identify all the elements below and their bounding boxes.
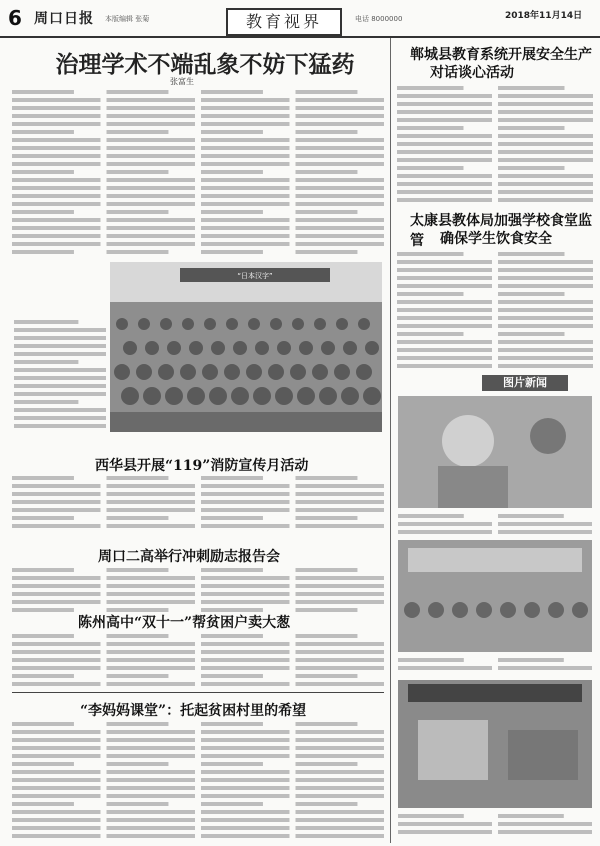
- main-article-body: [12, 88, 384, 258]
- column-divider: [390, 38, 391, 843]
- classroom-photo: [398, 680, 592, 808]
- meeting-photo-illustration: [110, 262, 382, 432]
- editor-info: 本版编辑 张菊: [105, 15, 150, 23]
- children-photo-2-caption: [398, 656, 592, 676]
- story-onion-sale-body: [12, 632, 384, 690]
- story-canteen-title-2: 确保学生饮食安全: [440, 231, 552, 247]
- picture-news-label: 图片新闻: [482, 375, 568, 391]
- story-classroom-title: “李妈妈课堂”：托起贫困村里的希望: [80, 703, 307, 719]
- meeting-photo-caption: [14, 318, 106, 428]
- paper-name: 周口日报: [34, 11, 94, 27]
- section-label: 教育视界: [226, 8, 342, 36]
- story-fire-safety-body: [12, 474, 384, 534]
- main-headline: 治理学术不端乱象不妨下猛药: [55, 51, 355, 78]
- story-safety-talk-body: [397, 84, 593, 204]
- main-byline: 张富生: [170, 77, 194, 86]
- photo-banner-text: “日本汉字”: [237, 272, 273, 280]
- story-canteen-title-1: 太康县教体局加强学校食堂监管: [410, 213, 592, 249]
- story-exam-report-title: 周口二高举行冲刺励志报告会: [98, 549, 280, 565]
- story-safety-talk-title-2: 对话谈心活动: [430, 65, 514, 81]
- children-photo-1: [398, 396, 592, 508]
- story-fire-safety-title: 西华县开展“119”消防宣传月活动: [95, 458, 309, 474]
- divider: [12, 692, 384, 693]
- story-safety-talk-title-1: 郸城县教育系统开展安全生产: [410, 47, 592, 63]
- story-canteen-body: [397, 250, 593, 368]
- story-exam-report-body: [12, 566, 384, 614]
- story-classroom-body: [12, 720, 384, 840]
- story-onion-sale-title: 陈州高中“双十一”帮贫困户卖大葱: [78, 615, 291, 631]
- page-number: 6: [8, 6, 22, 30]
- phone-info: 电话 8000000: [355, 15, 403, 23]
- meeting-photo: [110, 262, 382, 432]
- children-photo-2: [398, 540, 592, 652]
- classroom-photo-caption: [398, 812, 592, 840]
- children-photo-1-caption: [398, 512, 592, 536]
- main-body-lines: [12, 88, 384, 258]
- issue-date: 2018年11月14日: [505, 11, 583, 21]
